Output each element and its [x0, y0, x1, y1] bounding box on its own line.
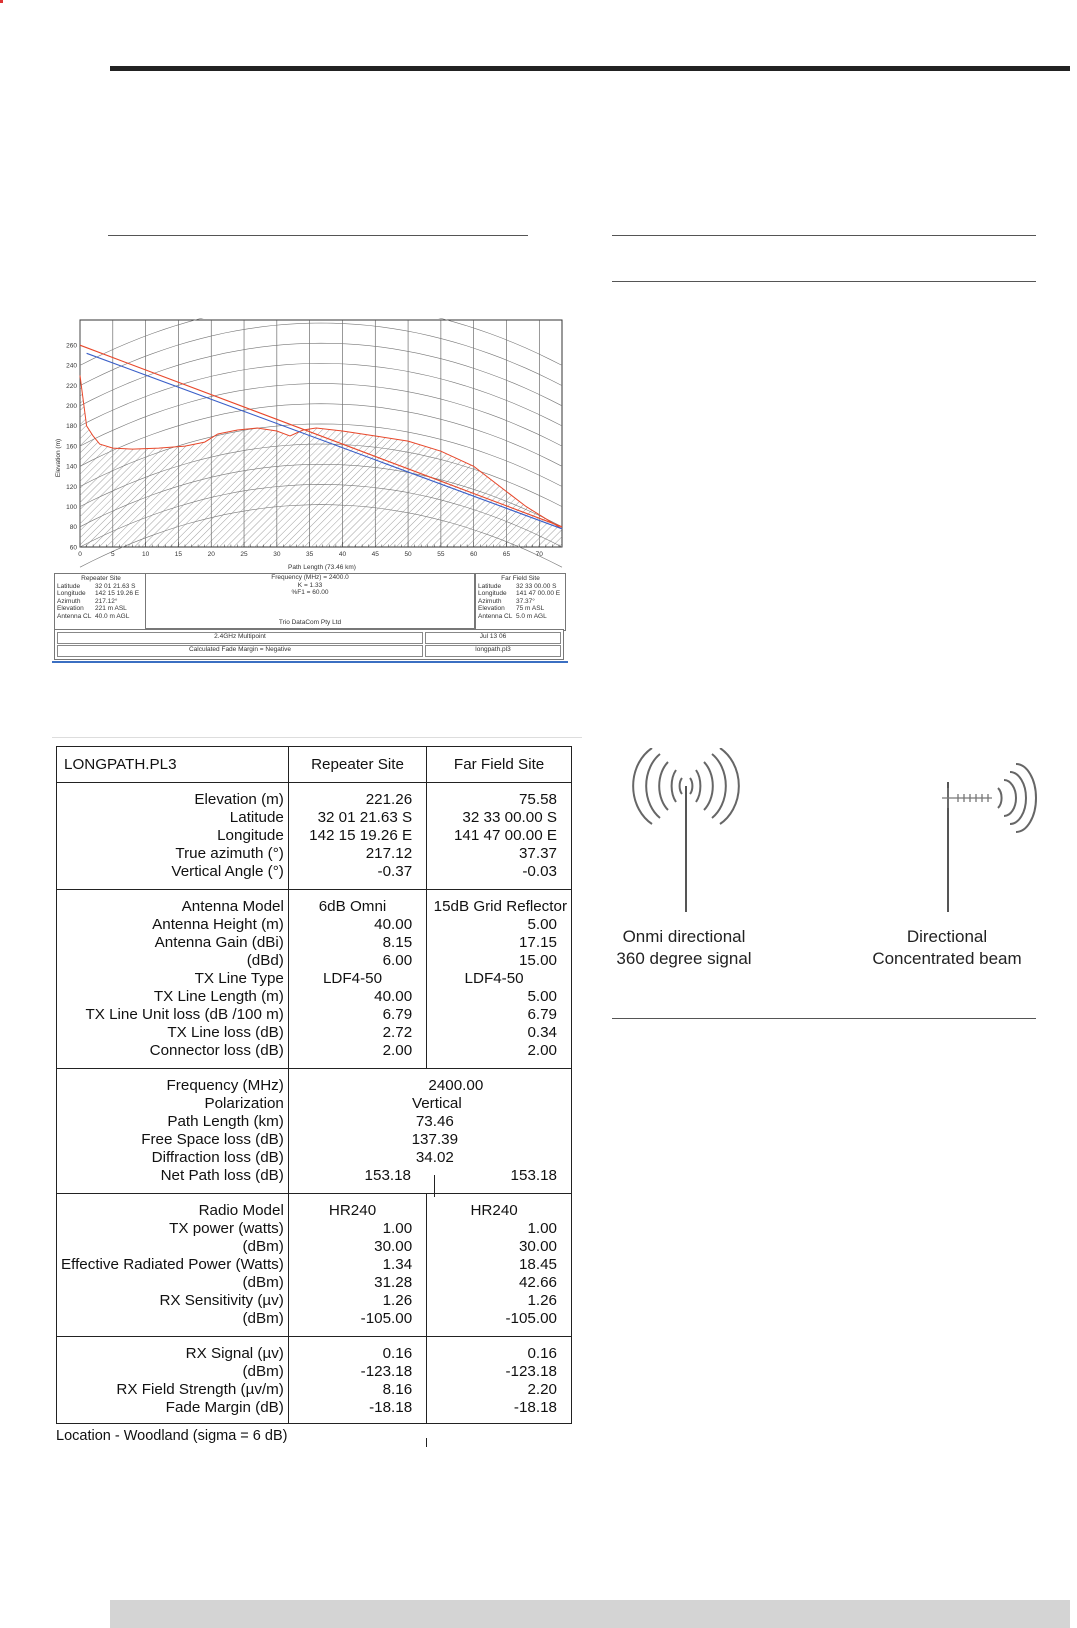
repeater-value: 142 15 19.26 E [95, 590, 140, 598]
note-tick [426, 1438, 427, 1447]
path-value: 34.02 [415, 1149, 454, 1166]
far-field-label: Elevation [478, 605, 505, 613]
path-profile-chart [52, 318, 580, 573]
repeater-value: 217.12° [95, 597, 118, 605]
path-value: 2400.00 [428, 1077, 484, 1094]
header-file: LONGPATH.PL3 [57, 747, 289, 783]
x-tick-label: 35 [306, 551, 314, 558]
row-label: Connector loss (dB) [149, 1042, 284, 1059]
x-tick-label: 65 [502, 551, 511, 558]
repeater-value: 40.00 [374, 916, 413, 933]
far-field-value: 32 33 00.00 S [516, 582, 557, 590]
x-tick-label: 55 [437, 551, 445, 558]
table-note: Location - Woodland (sigma = 6 dB) [56, 1428, 288, 1444]
footer-date: Jul 13 06 [425, 632, 561, 644]
repeater-value: 6.79 [382, 1006, 413, 1023]
row-label: Path Length (km) [167, 1113, 284, 1130]
directional-caption-line-2: Concentrated beam [872, 949, 1022, 968]
row-label: Free Space loss (dB) [141, 1131, 284, 1148]
header-rule [110, 66, 1070, 71]
repeater-label: Elevation [57, 605, 84, 613]
y-tick-label: 240 [66, 362, 77, 370]
repeater-site-title: Repeater Site [81, 575, 121, 582]
repeater-value: 2.00 [382, 1042, 413, 1059]
far-field-value: 2.20 [527, 1381, 557, 1398]
row-label: TX Line Length (m) [153, 988, 284, 1005]
far-field-net-path-loss: 153.18 [510, 1167, 557, 1184]
y-tick-label: 60 [69, 544, 77, 552]
far-field-value: 1.26 [527, 1292, 557, 1309]
table-group-antenna [57, 890, 572, 1069]
directional-signal-waves-icon [998, 764, 1036, 832]
row-label: Antenna Gain (dBi) [154, 934, 284, 951]
repeater-value: 31.28 [374, 1274, 413, 1291]
far-field-value: 5.00 [527, 916, 557, 933]
header-repeater: Repeater Site [288, 747, 426, 783]
row-label: Effective Radiated Power (Watts) [61, 1256, 284, 1273]
header-far-field: Far Field Site [427, 747, 572, 783]
far-field-value: 0.16 [527, 1345, 557, 1362]
row-label: (dBm) [242, 1363, 284, 1380]
far-field-site-title: Far Field Site [501, 575, 540, 582]
right-section-rule-1 [612, 235, 1036, 236]
repeater-value: 6dB Omni [318, 898, 387, 915]
repeater-value: 6.00 [382, 952, 413, 969]
far-field-value: 1.00 [527, 1220, 557, 1237]
far-field-value: 15.00 [518, 952, 557, 969]
y-tick-label: 120 [66, 483, 77, 491]
y-tick-label: 180 [66, 423, 77, 431]
left-section-rule [108, 235, 528, 236]
corner-mark [0, 0, 3, 3]
far-field-label: Antenna CL [478, 612, 513, 620]
path-profile-figure [52, 318, 580, 686]
far-field-value: 18.45 [518, 1256, 557, 1273]
path-value: Vertical [411, 1095, 462, 1112]
company-name: Trio DataCom Pty Ltd [278, 619, 342, 627]
x-tick-label: 30 [273, 551, 281, 558]
x-tick-label: 15 [174, 551, 183, 558]
x-tick-label: 50 [404, 551, 412, 558]
x-tick-label: 40 [338, 551, 347, 558]
far-field-value: 0.34 [527, 1024, 557, 1041]
row-label: Vertical Angle (°) [171, 863, 284, 880]
repeater-label: Antenna CL [57, 612, 92, 620]
repeater-value: 8.16 [382, 1381, 413, 1398]
repeater-value: -18.18 [369, 1399, 413, 1416]
footer-title: 2.4GHz Multipoint [57, 632, 423, 644]
link-parameters-panel [145, 573, 475, 629]
repeater-value: HR240 [328, 1202, 377, 1219]
row-label: Antenna Model [181, 898, 284, 915]
chart-footer [54, 629, 564, 660]
yagi-antenna-icon [942, 788, 992, 808]
repeater-value: 32 01 21.63 S [317, 809, 413, 826]
row-label: TX Line loss (dB) [167, 1024, 284, 1041]
repeater-label: Longitude [57, 590, 86, 598]
repeater-value: 8.15 [382, 934, 413, 951]
row-label: (dBm) [242, 1274, 284, 1291]
far-field-value: -123.18 [505, 1363, 557, 1380]
far-field-value: 30.00 [518, 1238, 557, 1255]
fresnel-line: %F1 = 60.00 [291, 589, 329, 597]
far-field-label: Azimuth [478, 597, 502, 605]
y-tick-label: 140 [66, 463, 77, 471]
far-field-value: 75.58 [518, 791, 557, 808]
row-label: True azimuth (°) [175, 845, 284, 862]
repeater-value: 32 01 21.63 S [95, 582, 136, 590]
far-field-label: Latitude [478, 582, 502, 590]
y-tick-label: 160 [66, 443, 77, 451]
repeater-value: 221.26 [365, 791, 413, 808]
frequency-line: Frequency (MHz) = 2400.0 [271, 574, 349, 581]
far-field-value: -0.03 [522, 863, 557, 880]
row-label: Frequency (MHz) [166, 1077, 284, 1094]
k-factor-line: K = 1.33 [297, 581, 323, 589]
repeater-value: -0.37 [377, 863, 413, 880]
row-label: Latitude [229, 809, 284, 826]
y-tick-label: 200 [66, 403, 77, 411]
repeater-label: Latitude [57, 582, 81, 590]
y-tick-label: 220 [66, 382, 77, 390]
far-field-value: -18.18 [513, 1399, 557, 1416]
y-tick-label: 260 [66, 342, 77, 350]
far-field-value: 75 m ASL [516, 605, 545, 613]
x-tick-label: 70 [535, 551, 543, 558]
repeater-value: 217.12 [365, 845, 413, 862]
path-value: 73.46 [415, 1113, 454, 1130]
far-field-value: HR240 [470, 1202, 518, 1219]
table-group-path [57, 1069, 572, 1194]
directional-caption-line-1: Directional [906, 927, 988, 946]
far-field-value: 37.37° [516, 597, 535, 605]
row-label: Net Path loss (dB) [160, 1167, 284, 1184]
far-field-value: 5.00 [527, 988, 557, 1005]
row-label: TX Line Unit loss (dB /100 m) [85, 1006, 284, 1023]
x-axis-label: Path Length (73.46 km) [288, 564, 356, 571]
row-label: Polarization [204, 1095, 284, 1112]
repeater-value: -105.00 [360, 1310, 413, 1327]
row-label: RX Signal (µv) [185, 1345, 284, 1362]
x-tick-label: 45 [371, 551, 379, 558]
omni-caption-line-1: Onmi directional [622, 927, 746, 946]
x-tick-label: 60 [470, 551, 478, 558]
omni-caption-line-2: 360 degree signal [616, 949, 752, 968]
x-tick-label: 25 [240, 551, 248, 558]
far-field-site-panel [475, 573, 566, 631]
far-field-value: -105.00 [505, 1310, 557, 1327]
table-group-location [57, 783, 572, 890]
repeater-value: 1.26 [382, 1292, 413, 1309]
repeater-value: 0.16 [382, 1345, 413, 1362]
footer-filename: longpath.pl3 [425, 645, 561, 657]
path-report-table [56, 746, 572, 1424]
repeater-value: 1.00 [382, 1220, 413, 1237]
far-field-value: 42.66 [518, 1274, 557, 1291]
row-label: Elevation (m) [194, 791, 284, 808]
row-label: RX Field Strength (µv/m) [116, 1381, 284, 1398]
repeater-value: 30.00 [374, 1238, 413, 1255]
repeater-net-path-loss: 153.18 [364, 1167, 411, 1184]
table-top-rule [52, 737, 582, 738]
far-field-value: 17.15 [518, 934, 557, 951]
right-section-rule-2 [612, 281, 1036, 282]
far-field-value: 32 33 00.00 S [462, 809, 557, 826]
repeater-value: 1.34 [382, 1256, 413, 1273]
table-group-radio [57, 1194, 572, 1337]
row-label: Radio Model [198, 1202, 284, 1219]
directional-caption [866, 926, 1028, 970]
repeater-value: 142 15 19.26 E [309, 827, 413, 844]
footer-fade-margin: Calculated Fade Margin = Negative [57, 645, 423, 657]
table-group-rx [57, 1337, 572, 1424]
far-field-value: 141 47 00.00 E [453, 827, 557, 844]
repeater-value: 2.72 [382, 1024, 413, 1041]
figure-bottom-rule [52, 661, 568, 663]
omni-antenna-illustration [630, 748, 742, 914]
repeater-site-panel [54, 573, 148, 631]
far-field-value: 141 47 00.00 E [516, 590, 561, 598]
repeater-value: 40.0 m AGL [95, 612, 130, 620]
x-tick-label: 0 [78, 551, 82, 558]
far-field-value: 5.0 m AGL [516, 612, 547, 620]
directional-antenna-illustration [930, 760, 1040, 914]
omni-caption [606, 926, 762, 970]
path-value: 137.39 [411, 1131, 459, 1148]
right-section-rule-3 [612, 1018, 1036, 1019]
footer-band [110, 1600, 1070, 1628]
far-field-value: LDF4-50 [464, 970, 524, 987]
far-field-value: 37.37 [518, 845, 557, 862]
column-divider-tick [434, 1175, 435, 1197]
y-tick-label: 100 [66, 503, 77, 511]
row-label: Antenna Height (m) [152, 916, 284, 933]
row-label: (dBd) [246, 952, 284, 969]
x-tick-label: 20 [207, 551, 215, 558]
far-field-value: 2.00 [527, 1042, 557, 1059]
row-label: TX power (watts) [169, 1220, 284, 1237]
x-tick-label: 10 [141, 551, 150, 558]
row-label: Diffraction loss (dB) [151, 1149, 284, 1166]
row-label: Fade Margin (dB) [165, 1399, 284, 1416]
far-field-value: 15dB Grid Reflector [433, 898, 567, 915]
y-tick-label: 80 [69, 524, 77, 532]
y-axis-label: Elevation (m) [55, 438, 62, 478]
far-field-value: 6.79 [527, 1006, 557, 1023]
repeater-value: 40.00 [374, 988, 413, 1005]
row-label: TX Line Type [194, 970, 284, 987]
row-label: (dBm) [242, 1238, 284, 1255]
far-field-label: Longitude [478, 590, 507, 598]
row-label: Longitude [217, 827, 284, 844]
repeater-label: Azimuth [57, 597, 81, 605]
x-tick-label: 5 [110, 551, 115, 558]
repeater-value: 221 m ASL [95, 605, 127, 613]
row-label: (dBm) [242, 1310, 284, 1327]
table-header-row [57, 747, 572, 783]
repeater-value: -123.18 [360, 1363, 413, 1380]
row-label: RX Sensitivity (µv) [159, 1292, 284, 1309]
repeater-value: LDF4-50 [322, 970, 383, 987]
